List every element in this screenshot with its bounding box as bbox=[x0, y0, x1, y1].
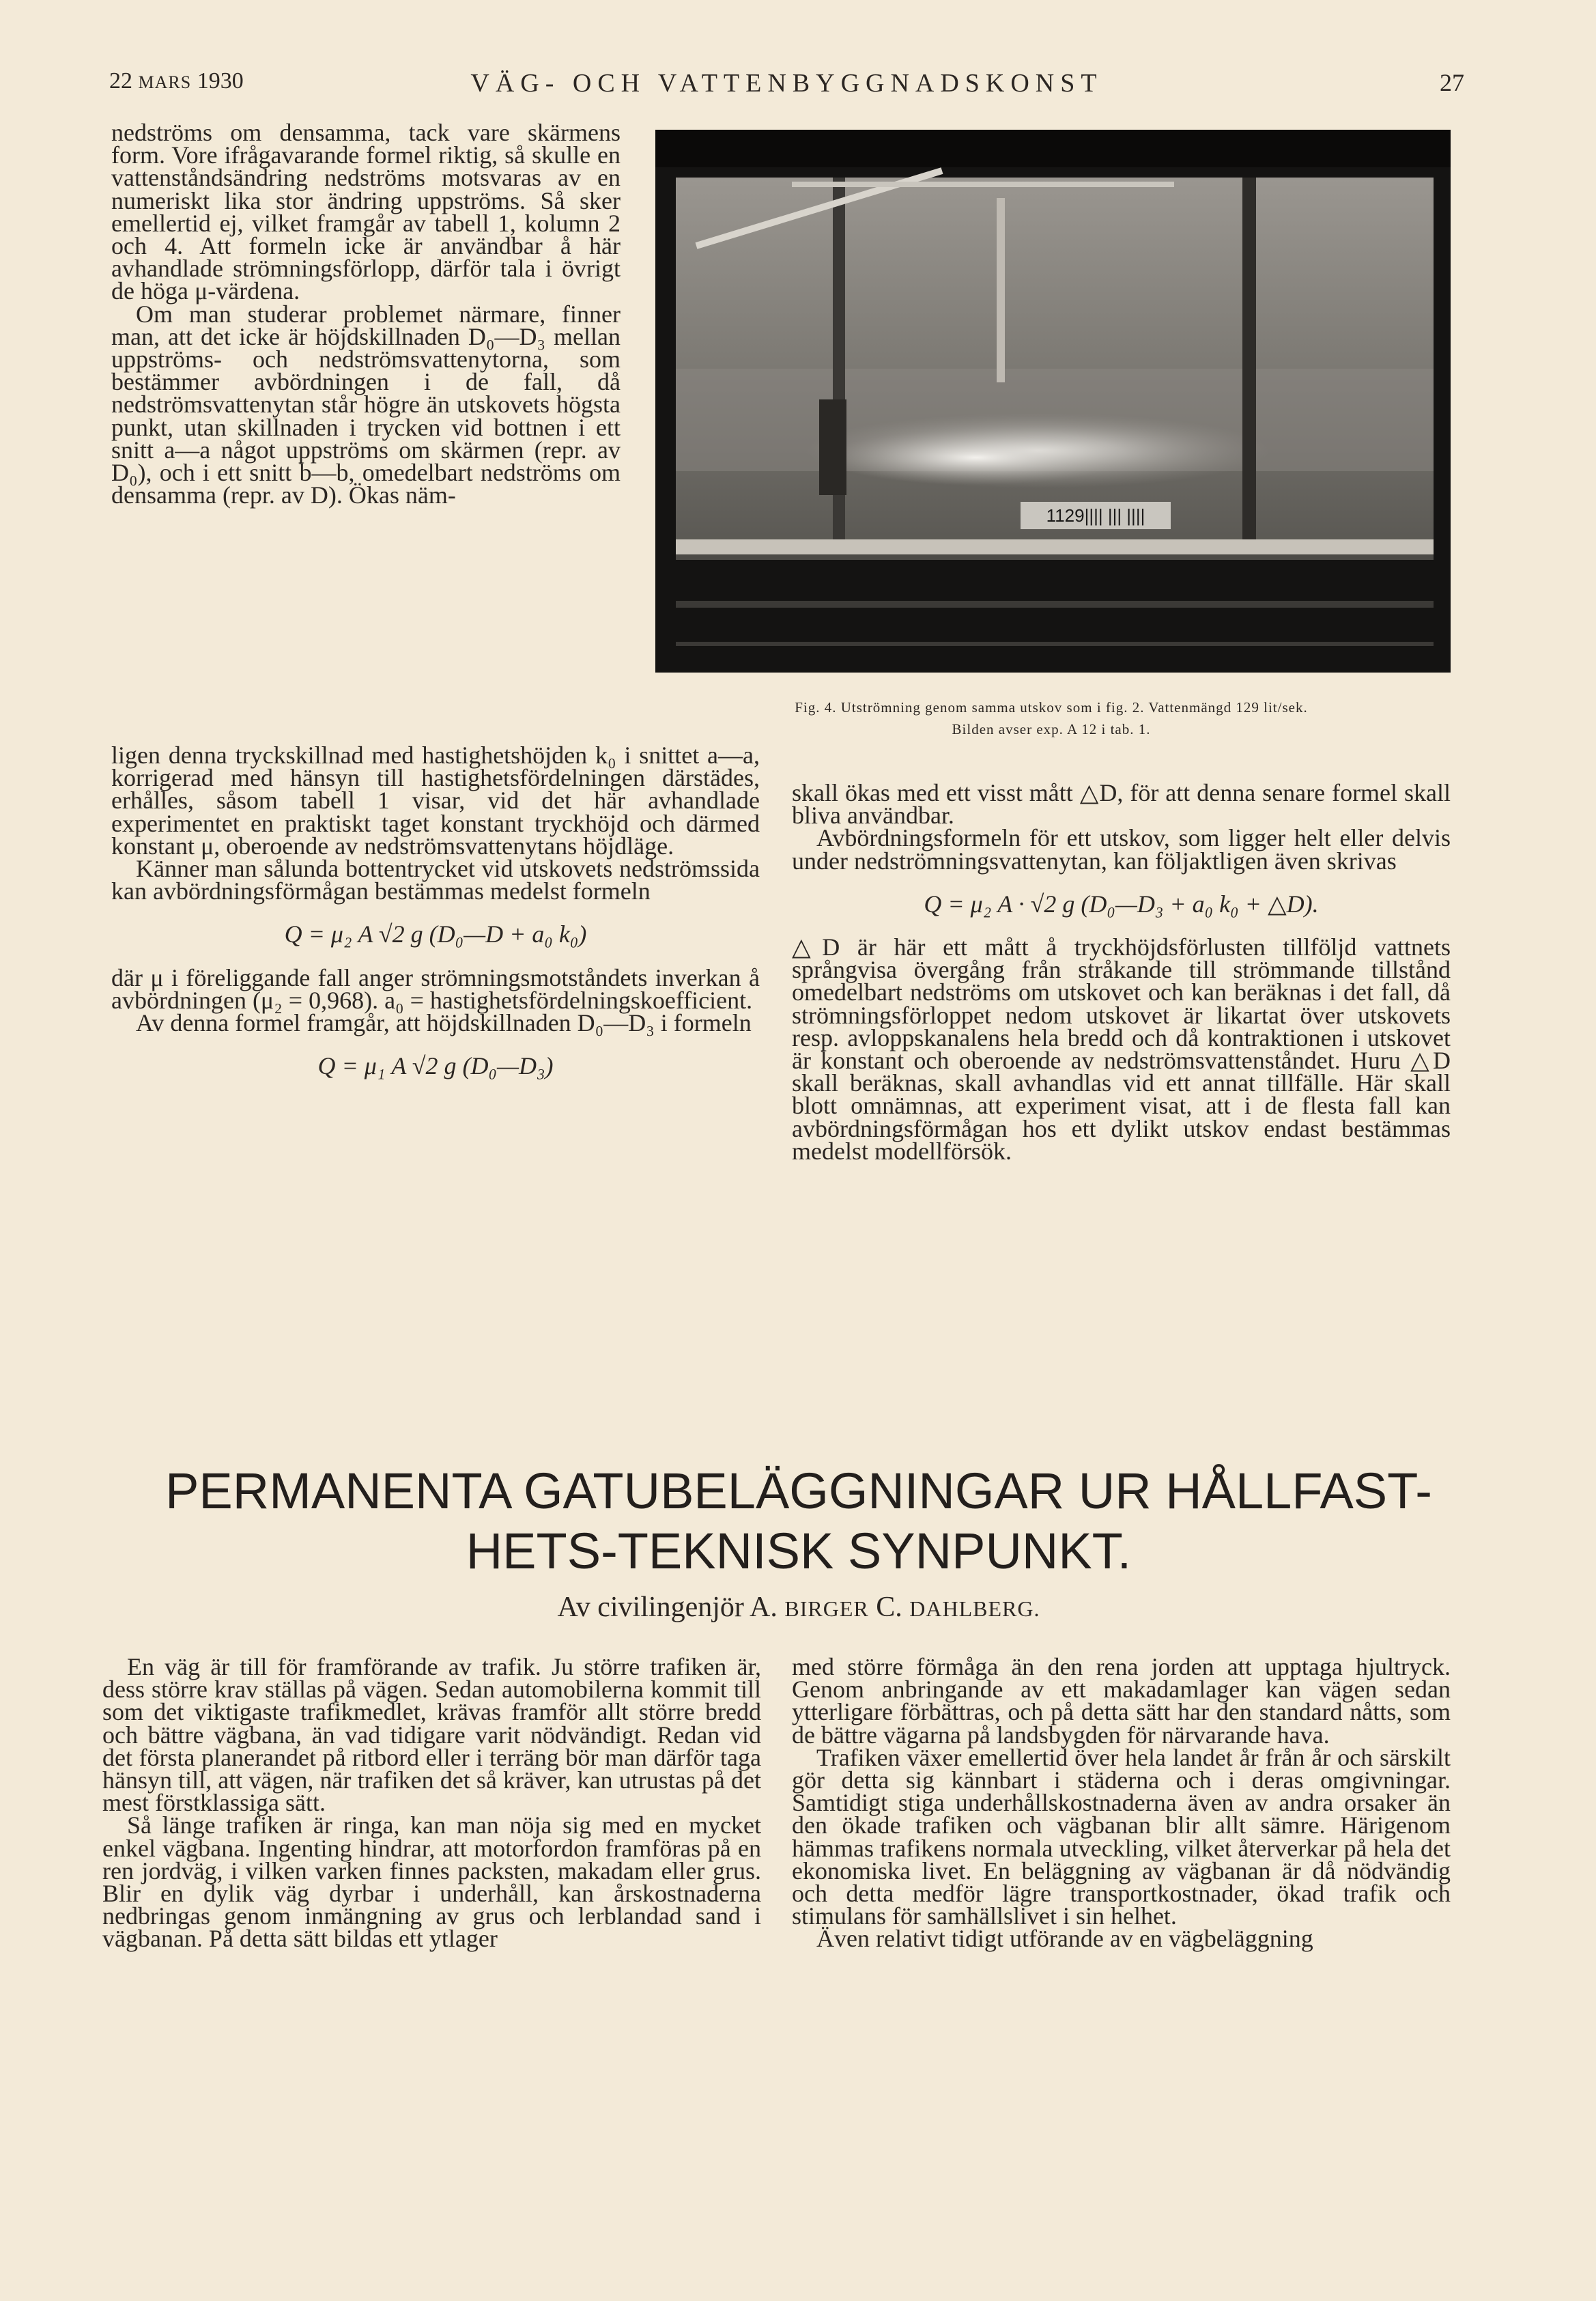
paragraph: nedströms om densamma, tack vare skärmens form. Vore ifrågavarande formel riktig, så skulle en vattenståndsändring nedströms motsvaras av en numeriskt lika stor ändring uppströms. Så sker emellertid ej, vilket framgår av tabell 1, kolumn 2 och 4. Att formeln icke är användbar å här avhandlade strömningsförlopp, därför tala i övrigt de höga μ-värdena. bbox=[111, 119, 621, 305]
column-middle-left bbox=[111, 744, 760, 1098]
paragraph: Trafiken växer emellertid över hela landet år från år och särskilt gör detta sig kännbart i städerna och i deras omgivningar. Samtidigt stiga underhållskostnaderna även av andra orsaker än den ökade trafiken och vägbanan blir allt sämre. Härigenom hämmas trafikens normala utveckling, vilket återverkar på hela det ekonomiska livet. En beläggning av vägbanan är då nödvändig och detta medför lägre transportkostnader, ökad trafik och stimulans för samhällslivet i sin helhet. bbox=[792, 1743, 1451, 1930]
paragraph: △D är här ett mått å tryckhöjdsförlusten tillföljd vattnets språngvisa övergång från stråkande till strömmande tillstånd omedelbart nedströms om utskovet och kan beräknas i det fall, då strömningsförloppet nedom utskovet är likartat över utskovets resp. avloppskanalens hela bredd och då kontraktionen i utskovet är konstant och oberoende av nedströmsvattenståndet. Huru △D skall beräknas, skall avhandlas vid ett annat tillfälle. Här skall blott omnämnas, att experiment visat, att i de flesta fall kan avbördningsförmågan hos ett dylikt utskov endast bestämmas medelst modellförsök. bbox=[792, 933, 1451, 1165]
paragraph: där μ i föreliggande fall anger strömningsmotståndets inverkan å avbördningen (μ₂ = 0,968). a₀ = hastighetsfördelningskoefficient. bbox=[111, 963, 760, 1014]
caption-line: Bilden avser exp. A 12 i tab. 1. bbox=[952, 721, 1151, 737]
paragraph: Känner man sålunda bottentrycket vid utskovets nedströmssida kan avbördningsförmågan bestämmas medelst formeln bbox=[111, 855, 760, 905]
figure-caption bbox=[649, 696, 1454, 740]
paragraph: Även relativt tidigt utförande av en vägbeläggning bbox=[816, 1925, 1313, 1953]
flume-photo-illustration bbox=[655, 130, 1451, 673]
byline-prefix: Av civilingenjör A. bbox=[557, 1592, 778, 1623]
caption-line: Fig. 4. Utströmning genom samma utskov som i fig. 2. Vattenmängd 129 lit/sek. bbox=[795, 699, 1308, 716]
paragraph: En väg är till för framförande av trafik. Ju större trafiken är, dess större krav ställas på vägen. Sedan automobilerna kommit till som det viktigaste trafikmedlet, krävas framför allt större bredd och bättre vägbana, än vad tidigare varit nödvändigt. Redan vid det första planerandet på ritbord eller i terräng bör man därför taga hänsyn till, att vägen, när trafiken det så kräver, kan utrustas på det mest förstklassiga sätt. bbox=[102, 1653, 761, 1817]
author-last-name: DAHLBERG. bbox=[909, 1596, 1040, 1621]
author-initial: C. bbox=[876, 1592, 902, 1623]
paragraph: ligen denna tryckskillnad med hastighetshöjden k₀ i snittet a—a, korrigerad med hänsyn till hastighetsfördelningen därstädes, erhålles, såsom tabell 1 visar, vid det här avhandlade experimentet en praktiskt taget konstant tryckhöjd och därmed konstant μ, oberoende av nedströmsvattenytans höjdläge. bbox=[111, 742, 760, 860]
column-bottom-right bbox=[792, 1653, 1451, 1953]
formula: Q = μ₂ A √2 g (D₀—D + a₀ k₀) bbox=[284, 920, 587, 948]
column-top-left bbox=[111, 119, 621, 509]
author-first-name: BIRGER bbox=[784, 1596, 869, 1621]
date-month: MARS bbox=[138, 72, 192, 92]
title-line: PERMANENTA GATUBELÄGGNINGAR UR HÅLLFAST- bbox=[165, 1463, 1432, 1519]
running-header bbox=[109, 68, 1464, 109]
article-title bbox=[102, 1461, 1495, 1581]
paragraph: med större förmåga än den rena jorden att upptaga hjultryck. Genom anbringande av ett makadamlager kan vägen sedan ytterligare förbättras, och på detta sätt har den standard nåtts, som de bättre vägarna på landsbygden för närvarande hava. bbox=[792, 1653, 1451, 1749]
title-line: HETS-TEKNISK SYNPUNKT. bbox=[466, 1523, 1132, 1579]
date-day: 22 bbox=[109, 68, 132, 94]
column-middle-right bbox=[792, 779, 1451, 1165]
gauge-label: 1129|||| ||| |||| bbox=[1046, 505, 1145, 526]
formula: Q = μ₂ A · √2 g (D₀—D₃ + a₀ k₀ + △D). bbox=[924, 890, 1319, 918]
article-byline bbox=[102, 1591, 1495, 1624]
paragraph: Om man studerar problemet närmare, finner man, att det icke är höjdskillnaden D₀—D₃ mellan uppströms- och nedströmsvattenytorna, som bestämmer avbördningen i de fall, då nedströmsvattenytan står högre än utskovets högsta punkt, utan skillnaden i trycken vid bottnen i ett snitt a—a något uppströms om skärmen (repr. av D₀), och i ett snitt b—b, omedelbart nedströms om densamma (repr. av D). Ökas näm- bbox=[111, 300, 621, 509]
column-bottom-left bbox=[102, 1653, 761, 1953]
paragraph: Så länge trafiken är ringa, kan man nöja sig med en mycket enkel vägbana. Ingenting hindrar, att motorfordon framföras på en ren jordväg, i vilken varken finnes packsten, makadam eller grus. Blir en dylik väg dyrbar i underhåll, kan årskostnaderna nedbringas genom inmängning av grus och lerblandad sand i vägbanan. På detta sätt bildas ett ytlager bbox=[102, 1811, 761, 1953]
formula: Q = μ₁ A √2 g (D₀—D₃) bbox=[317, 1052, 554, 1080]
page-number: 27 bbox=[1440, 69, 1464, 96]
figure-photo bbox=[655, 130, 1451, 673]
paragraph: Av denna formel framgår, att höjdskillnaden D₀—D₃ i formeln bbox=[136, 1009, 752, 1037]
date-year: 1930 bbox=[197, 68, 244, 94]
paragraph: Avbördningsformeln för ett utskov, som ligger helt eller delvis under nedströmningsvattenytan, kan följaktligen även skrivas bbox=[792, 824, 1451, 875]
paragraph: skall ökas med ett visst mått △D, för att denna senare formel skall bliva användbar. bbox=[792, 779, 1451, 830]
journal-title: VÄG- OCH VATTENBYGGNADSKONST bbox=[470, 69, 1103, 98]
